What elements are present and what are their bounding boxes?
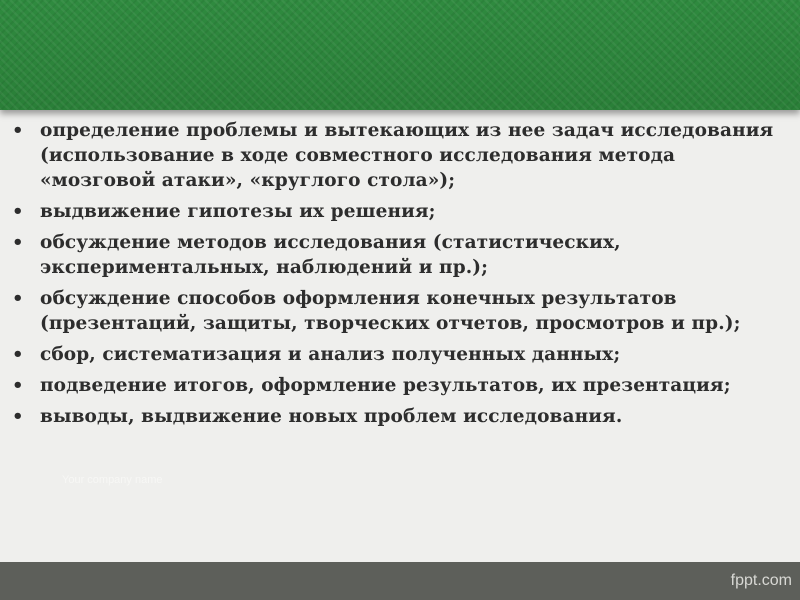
bullet-item (8, 118, 778, 193)
company-name-placeholder: Your company name (62, 474, 163, 486)
header-band (0, 0, 800, 110)
slide-content (8, 118, 778, 435)
bullet-icon: • (12, 120, 24, 141)
bullet-icon: • (12, 406, 24, 427)
bullet-icon: • (12, 375, 24, 396)
bullet-item (8, 373, 778, 398)
bullet-text: выдвижение гипотезы их решения; (40, 201, 436, 222)
bullet-item (8, 199, 778, 224)
footer-bar (0, 562, 800, 600)
bullet-text: обсуждение методов исследования (статистических, экспериментальных, наблюдений и пр.); (40, 232, 621, 278)
bullet-item (8, 286, 778, 336)
footer-logo[interactable]: fppt.com (730, 572, 792, 589)
bullet-text: обсуждение способов оформления конечных результатов (презентаций, защиты, творческих отчетов, просмотров и пр.); (40, 288, 741, 334)
bullet-list (8, 118, 778, 429)
bullet-icon: • (12, 232, 24, 253)
bullet-text: выводы, выдвижение новых проблем исследования. (40, 406, 623, 427)
bullet-item (8, 230, 778, 280)
bullet-icon: • (12, 288, 24, 309)
bullet-item (8, 404, 778, 429)
bullet-text: подведение итогов, оформление результатов, их презентация; (40, 375, 731, 396)
bullet-text: сбор, систематизация и анализ полученных данных; (40, 344, 621, 365)
bullet-icon: • (12, 201, 24, 222)
bullet-text: определение проблемы и вытекающих из нее задач исследования (использование в ходе совместного исследования метода «мозговой атаки», «круглого стола»); (40, 120, 774, 191)
bullet-icon: • (12, 344, 24, 365)
bullet-item (8, 342, 778, 367)
